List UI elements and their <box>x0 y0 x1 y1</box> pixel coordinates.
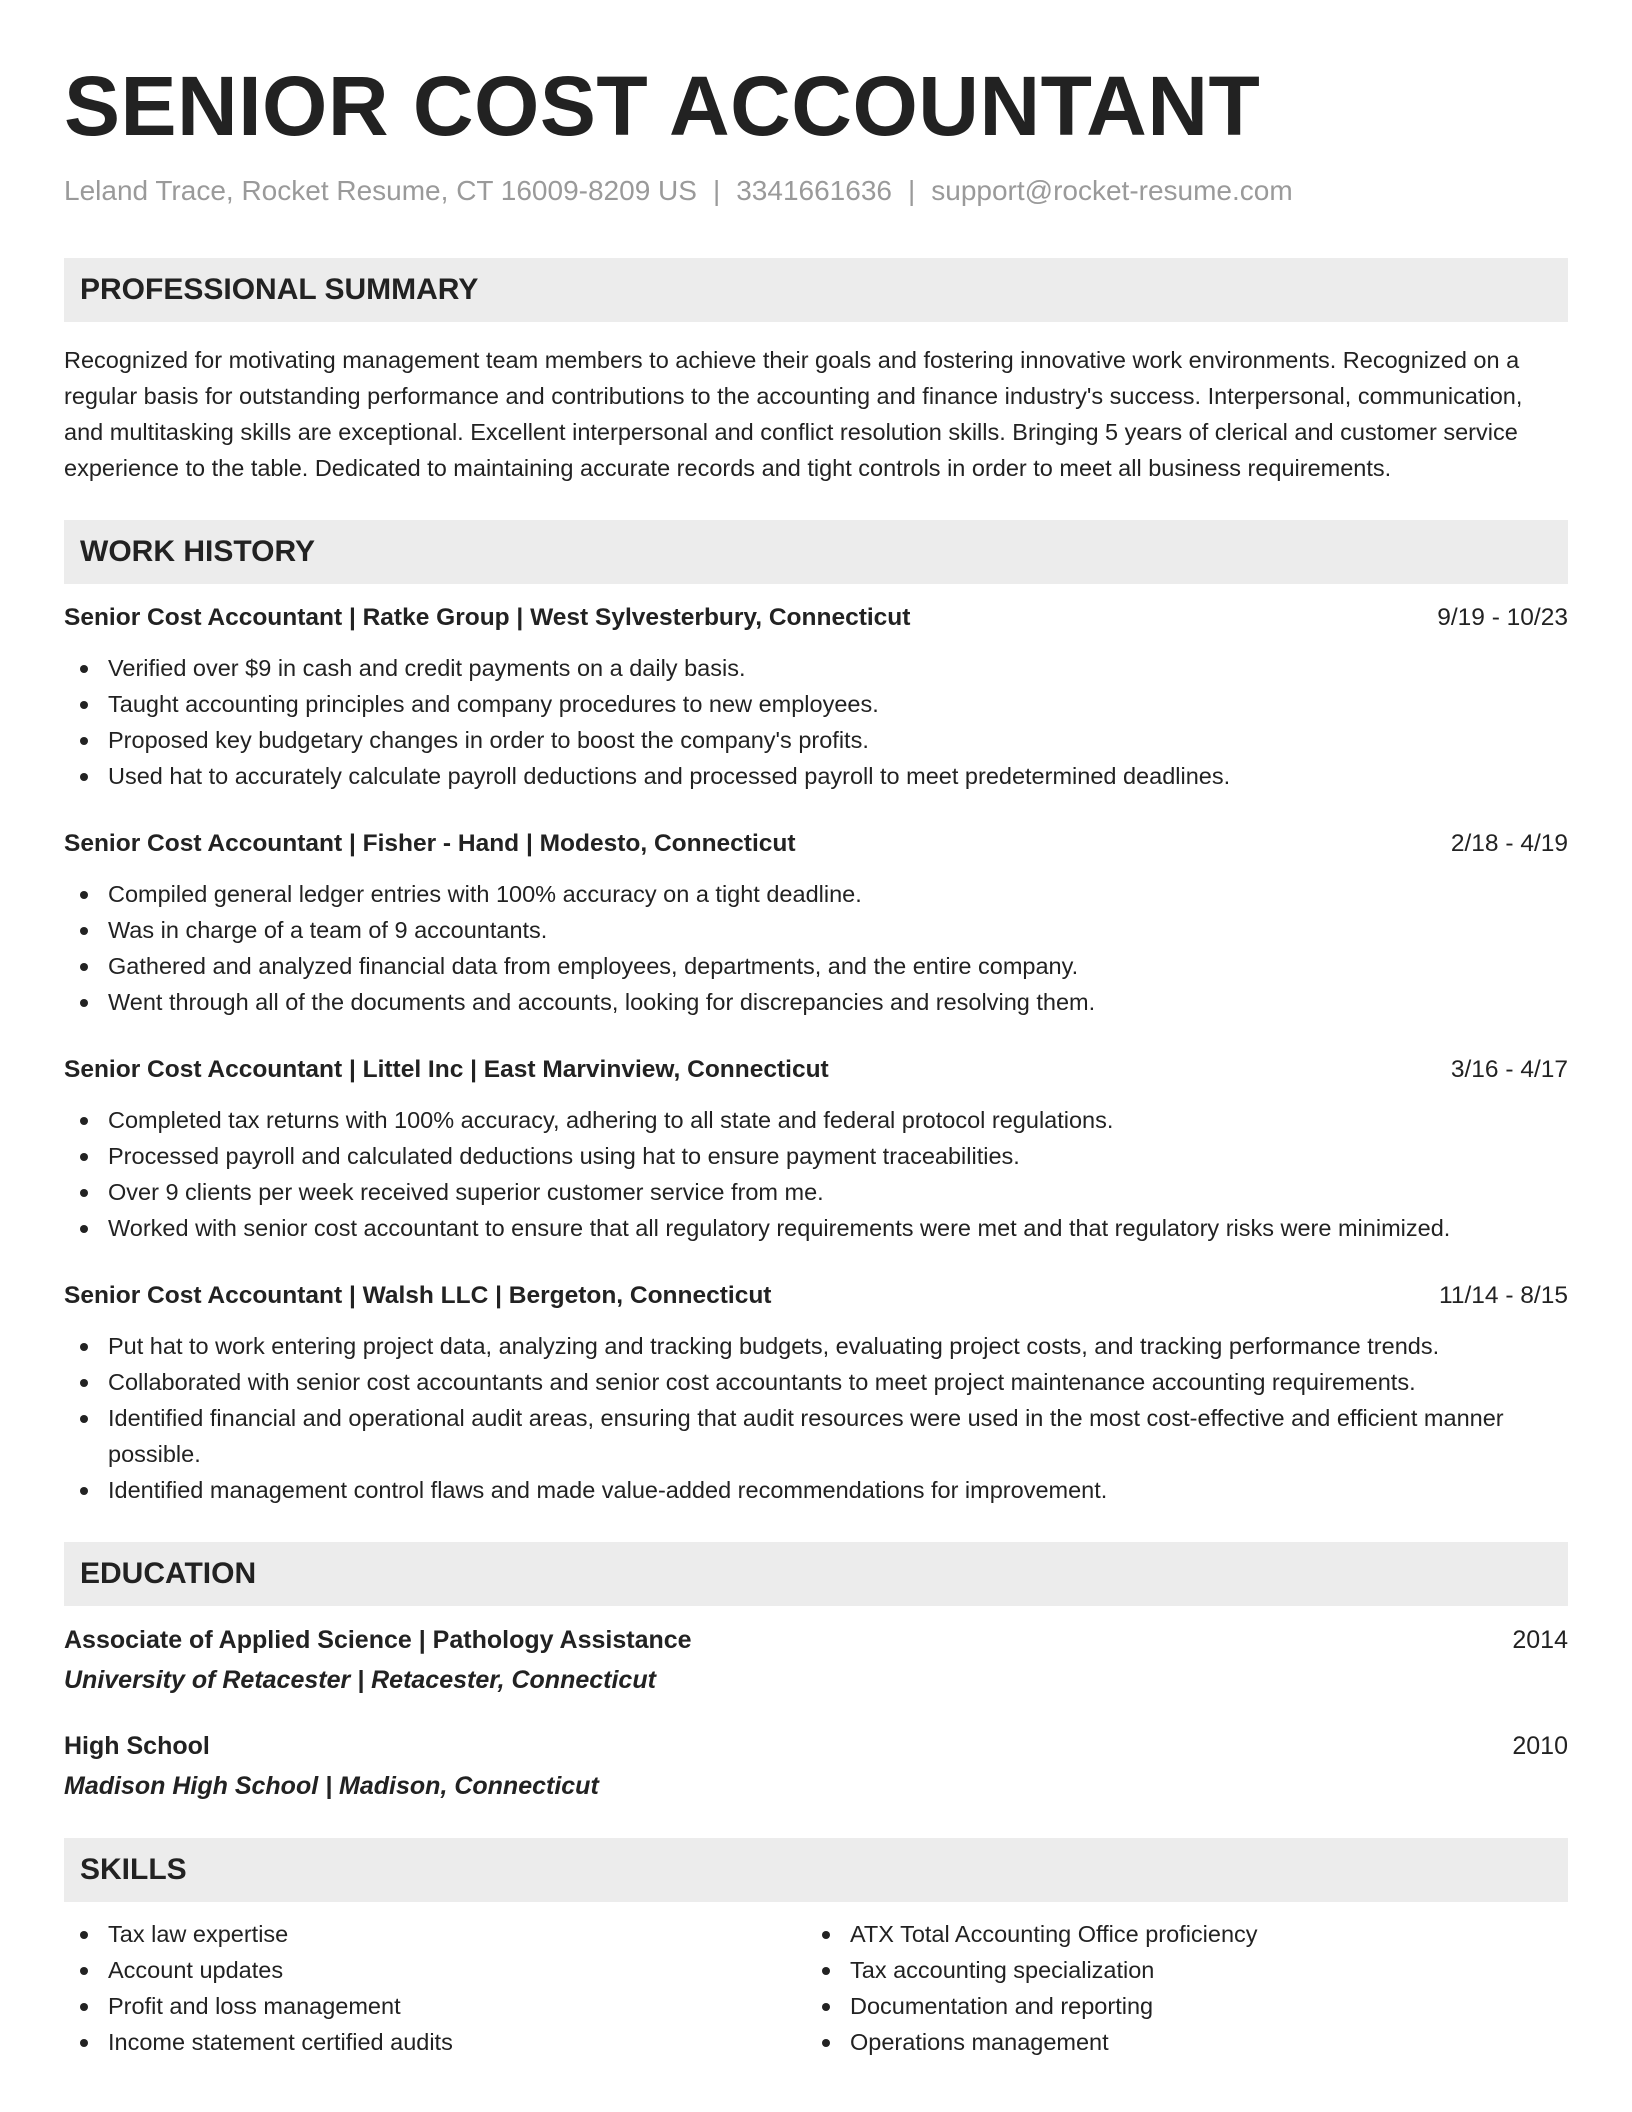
resume-page <box>64 0 1568 2060</box>
job-bullets <box>64 876 1568 1020</box>
job-title: Senior Cost Accountant | Ratke Group | West Sylvesterbury, Connecticut <box>64 604 911 631</box>
list-item: Profit and loss management <box>64 1988 806 2024</box>
education-school: University of Retacester | Retacester, Connecticut <box>64 1666 656 1694</box>
list-item: Worked with senior cost accountant to ensure that all regulatory requirements were met and that regulatory risks were minimized. <box>64 1210 1568 1246</box>
list-item: Used hat to accurately calculate payroll deductions and processed payroll to meet predetermined deadlines. <box>64 758 1568 794</box>
list-item: Was in charge of a team of 9 accountants. <box>64 912 1568 948</box>
education-header <box>64 1622 1568 1658</box>
job-dates: 11/14 - 8/15 <box>1439 1282 1568 1309</box>
skills-columns <box>64 1916 1568 2060</box>
page-title: SENIOR COST ACCOUNTANT <box>64 59 1261 153</box>
contact-separator: | <box>712 175 721 206</box>
job-header <box>64 1278 1568 1314</box>
list-item: Collaborated with senior cost accountants and senior cost accountants to meet project maintenance accounting requirements. <box>64 1364 1568 1400</box>
contact-phone: 3341661636 <box>736 175 892 206</box>
list-item: Income statement certified audits <box>64 2024 806 2060</box>
section-header-education: EDUCATION <box>64 1542 1568 1606</box>
list-item: Tax accounting specialization <box>806 1952 1548 1988</box>
list-item: Went through all of the documents and accounts, looking for discrepancies and resolving them. <box>64 984 1568 1020</box>
list-item: Identified management control flaws and made value-added recommendations for improvement. <box>64 1472 1568 1508</box>
list-item: Compiled general ledger entries with 100% accuracy on a tight deadline. <box>64 876 1568 912</box>
list-item: Account updates <box>64 1952 806 1988</box>
job-bullets <box>64 1328 1568 1508</box>
job-dates: 9/19 - 10/23 <box>1437 604 1568 631</box>
list-item: Documentation and reporting <box>806 1988 1548 2024</box>
list-item: Taught accounting principles and company procedures to new employees. <box>64 686 1568 722</box>
education-entry <box>64 1728 1568 1804</box>
section-header-summary: PROFESSIONAL SUMMARY <box>64 258 1568 322</box>
section-header-skills: SKILLS <box>64 1838 1568 1902</box>
job-entry <box>64 1052 1568 1246</box>
list-item: Over 9 clients per week received superior customer service from me. <box>64 1174 1568 1210</box>
list-item: Tax law expertise <box>64 1916 806 1952</box>
section-header-work-history: WORK HISTORY <box>64 520 1568 584</box>
job-title: Senior Cost Accountant | Fisher - Hand | Modesto, Connecticut <box>64 830 796 857</box>
job-header <box>64 826 1568 862</box>
contact-email: support@rocket-resume.com <box>931 175 1293 206</box>
list-item: Verified over $9 in cash and credit payments on a daily basis. <box>64 650 1568 686</box>
job-title: Senior Cost Accountant | Littel Inc | East Marvinview, Connecticut <box>64 1056 829 1083</box>
list-item: Operations management <box>806 2024 1548 2060</box>
skills-list-left <box>64 1916 806 2060</box>
list-item: Proposed key budgetary changes in order to boost the company's profits. <box>64 722 1568 758</box>
job-entry <box>64 826 1568 1020</box>
education-header <box>64 1728 1568 1764</box>
education-year: 2014 <box>1512 1626 1568 1654</box>
job-header <box>64 600 1568 636</box>
job-entry <box>64 1278 1568 1508</box>
education-degree: High School <box>64 1732 210 1760</box>
job-bullets <box>64 650 1568 794</box>
job-header <box>64 1052 1568 1088</box>
job-title: Senior Cost Accountant | Walsh LLC | Bergeton, Connecticut <box>64 1282 772 1309</box>
job-entry <box>64 600 1568 794</box>
summary-text: Recognized for motivating management team members to achieve their goals and fostering innovative work environments. Recognized on a regular basis for outstanding performance and contributions to the accounting and finance industry's success. Interpersonal, communication, and multitasking skills are exceptional. Excellent interpersonal and conflict resolution skills. Bringing 5 years of clerical and customer service experience to the table. Dedicated to maintaining accurate records and tight controls in order to meet all business requirements. <box>64 347 1523 481</box>
education-entry <box>64 1622 1568 1698</box>
contact-address: Leland Trace, Rocket Resume, CT 16009-8209 US <box>64 175 697 206</box>
list-item: Completed tax returns with 100% accuracy, adhering to all state and federal protocol regulations. <box>64 1102 1568 1138</box>
job-dates: 3/16 - 4/17 <box>1450 1056 1568 1083</box>
contact-line <box>64 174 1568 208</box>
job-dates: 2/18 - 4/19 <box>1450 830 1568 857</box>
education-degree: Associate of Applied Science | Pathology Assistance <box>64 1626 692 1654</box>
list-item: Put hat to work entering project data, analyzing and tracking budgets, evaluating project costs, and tracking performance trends. <box>64 1328 1568 1364</box>
list-item: Processed payroll and calculated deductions using hat to ensure payment traceabilities. <box>64 1138 1568 1174</box>
education-year: 2010 <box>1512 1732 1568 1760</box>
list-item: Gathered and analyzed financial data from employees, departments, and the entire company. <box>64 948 1568 984</box>
list-item: ATX Total Accounting Office proficiency <box>806 1916 1548 1952</box>
skills-list-right <box>806 1916 1548 2060</box>
list-item: Identified financial and operational audit areas, ensuring that audit resources were used in the most cost-effective and efficient manner possible. <box>64 1400 1568 1472</box>
education-school: Madison High School | Madison, Connecticut <box>64 1772 599 1800</box>
job-bullets <box>64 1102 1568 1246</box>
contact-separator: | <box>907 175 916 206</box>
